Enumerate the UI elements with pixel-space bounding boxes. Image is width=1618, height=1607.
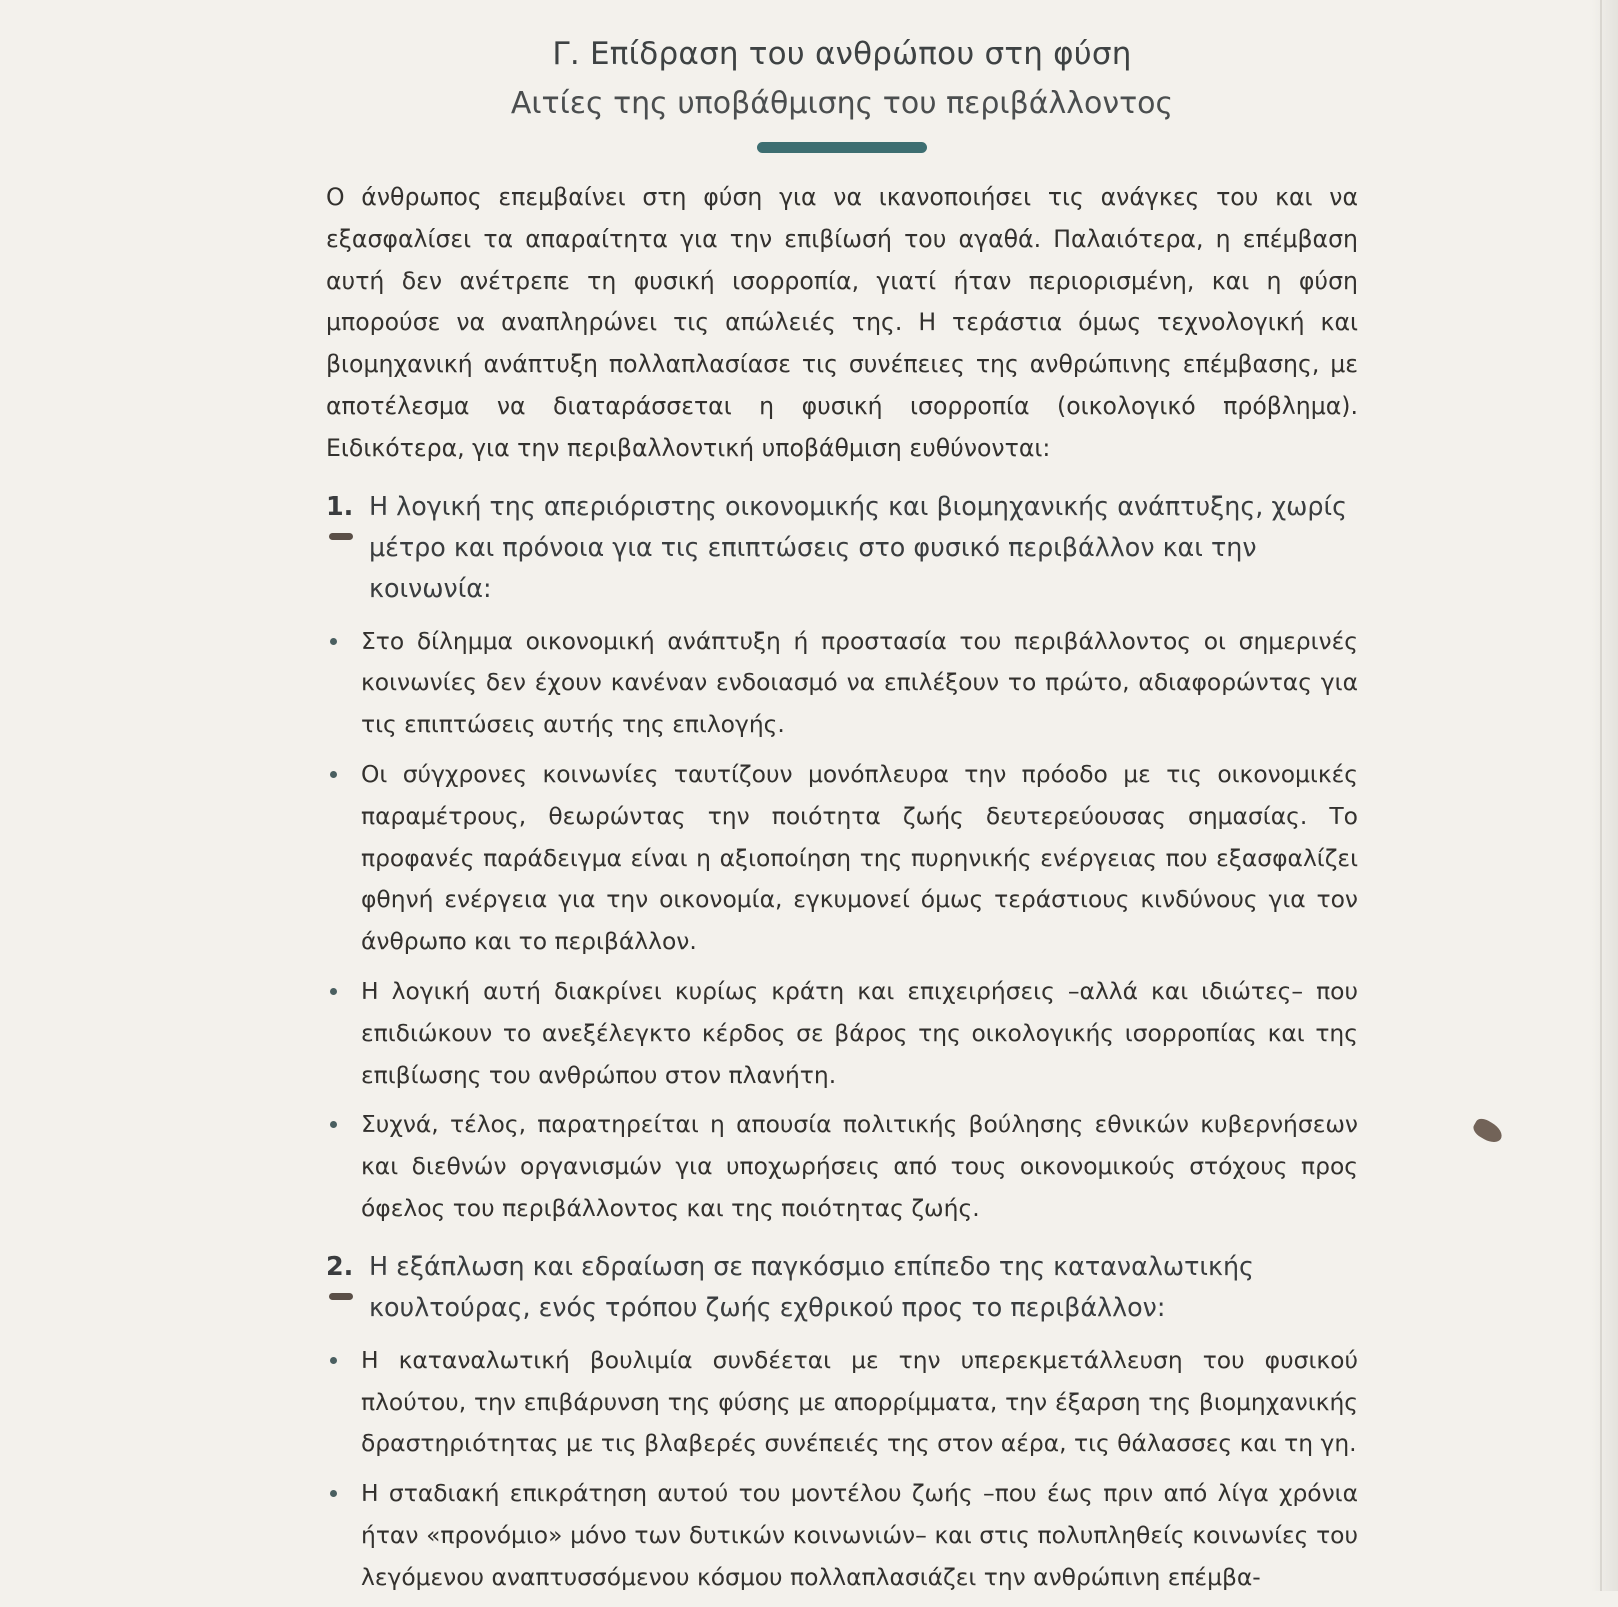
list-item-text: Η σταδιακή επικράτηση αυτού του μοντέλου ζωής –που έως πριν από λίγα χρόνια ήταν «προνόμιο» μόνο των δυτικών κοινωνιών– και στις πολυπληθείς κοινωνίες του λεγόμενου αναπτυσσόμενου κόσμου πολλαπλασιάζει την ανθρώπινη επέμβα- xyxy=(361,1479,1358,1591)
list-item xyxy=(326,1340,1358,1465)
section-number-mark xyxy=(329,533,353,540)
heading-title: Γ. Επίδραση του ανθρώπου στη φύση xyxy=(552,36,1132,72)
bullet-list xyxy=(326,1340,1358,1599)
list-item xyxy=(326,1104,1358,1229)
page-edge-shadow xyxy=(1592,0,1618,1591)
list-item xyxy=(326,971,1358,1096)
section-number xyxy=(326,486,369,527)
section-number-text: 1. xyxy=(326,490,354,521)
page-edge-line xyxy=(1600,0,1602,1591)
heading-subtitle: Αιτίες της υποβάθμισης του περιβάλλοντος xyxy=(510,86,1174,121)
bullet-list xyxy=(326,621,1358,1230)
list-item-text: Η καταναλωτική βουλιμία συνδέεται με την υπερεκμετάλλευση του φυσικού πλούτου, την επιβάρυνση της φύσης με απορρίμματα, την έξαρση της βιομηχανικής δραστηριότητας με τις βλαβερές συνέπειές της στον αέρα, τις θάλασσες και τη γη. xyxy=(361,1345,1358,1458)
intro-paragraph: Ο άνθρωπος επεμβαίνει στη φύση για να ικανοποιήσει τις ανάγκες του και να εξασφαλίσει τα απαραίτητα για την επιβίωσή του αγαθά. Παλαιότερα, η επέμβαση αυτή δεν ανέτρεπε τη φυσική ισορροπία, γιατί ήταν περιορισμένη, και η φύση μπορούσε να αναπληρώνει τις απώλειές της. Η τεράστια όμως τεχνολογική και βιομηχανική ανάπτυξη πολλαπλασίασε τις συνέπειες της ανθρώπινης επέμβασης, με αποτέλεσμα να διαταράσσεται η φυσική ισορροπία (οικολογικό πρόβλημα). Ειδικότερα, για την περιβαλλοντική υποβάθμιση ευθύνονται: xyxy=(326,183,1358,462)
bullet-icon xyxy=(326,971,361,1012)
list-item xyxy=(326,754,1358,963)
section-1 xyxy=(326,486,1358,1230)
list-item-text: Οι σύγχρονες κοινωνίες ταυτίζουν μονόπλευρα την πρόοδο με τις οικονομικές παραμέτρους, θεωρώντας την ποιότητα ζωής δευτερεύουσας σημασίας. Το προφανές παράδειγμα είναι η αξιοποίηση της πυρηνικής ενέργειας που εξασφαλίζει φθηνή ενέργεια για την οικονομία, εγκυμονεί όμως τεράστιους κινδύνους για τον άνθρωπο και το περιβάλλον. xyxy=(361,759,1358,956)
paper-speck xyxy=(1471,1116,1506,1147)
section-number-mark xyxy=(329,1293,353,1300)
section-2 xyxy=(326,1246,1358,1599)
list-item xyxy=(326,1473,1358,1598)
bullet-icon xyxy=(326,1473,361,1514)
bullet-icon xyxy=(326,1340,361,1381)
section-number-text: 2. xyxy=(326,1250,354,1281)
section-title: Η εξάπλωση και εδραίωση σε παγκόσμιο επίπεδο της καταναλωτικής κουλτούρας, ενός τρόπου ζωής εχθρικού προς το περιβάλλον: xyxy=(369,1250,1254,1322)
page-heading xyxy=(326,28,1358,153)
section-number xyxy=(326,1246,369,1287)
bullet-icon xyxy=(326,754,361,795)
list-item-text: Στο δίλημμα οικονομική ανάπτυξη ή προστασία του περιβάλλοντος οι σημερινές κοινωνίες δεν έχουν κανέναν ενδοιασμό να επιλέξουν το πρώτο, αδιαφορώντας για τις επιπτώσεις αυτής της επιλογής. xyxy=(361,626,1358,739)
list-item xyxy=(326,621,1358,746)
document-page xyxy=(326,28,1358,1607)
list-item-text: Συχνά, τέλος, παρατηρείται η απουσία πολιτικής βούλησης εθνικών κυβερνήσεων και διεθνών οργανισμών για υποχωρήσεις από τους οικονομικούς στόχους προς όφελος του περιβάλλοντος και της ποιότητας ζωής. xyxy=(361,1110,1358,1222)
list-item-text: Η λογική αυτή διακρίνει κυρίως κράτη και επιχειρήσεις –αλλά και ιδιώτες– που επιδιώκουν το ανεξέλεγκτο κέρδος σε βάρος της οικολογικής ισορροπίας και της επιβίωσης του ανθρώπου στον πλανήτη. xyxy=(361,976,1358,1089)
bullet-icon xyxy=(326,1104,361,1145)
section-heading xyxy=(326,1246,1358,1328)
section-title: Η λογική της απεριόριστης οικονομικής και βιομηχανικής ανάπτυξης, χωρίς μέτρο και πρόνοια για τις επιπτώσεις στο φυσικό περιβάλλον και την κοινωνία: xyxy=(369,490,1347,603)
bullet-icon xyxy=(326,621,361,662)
heading-divider xyxy=(757,142,927,153)
section-heading xyxy=(326,486,1358,609)
